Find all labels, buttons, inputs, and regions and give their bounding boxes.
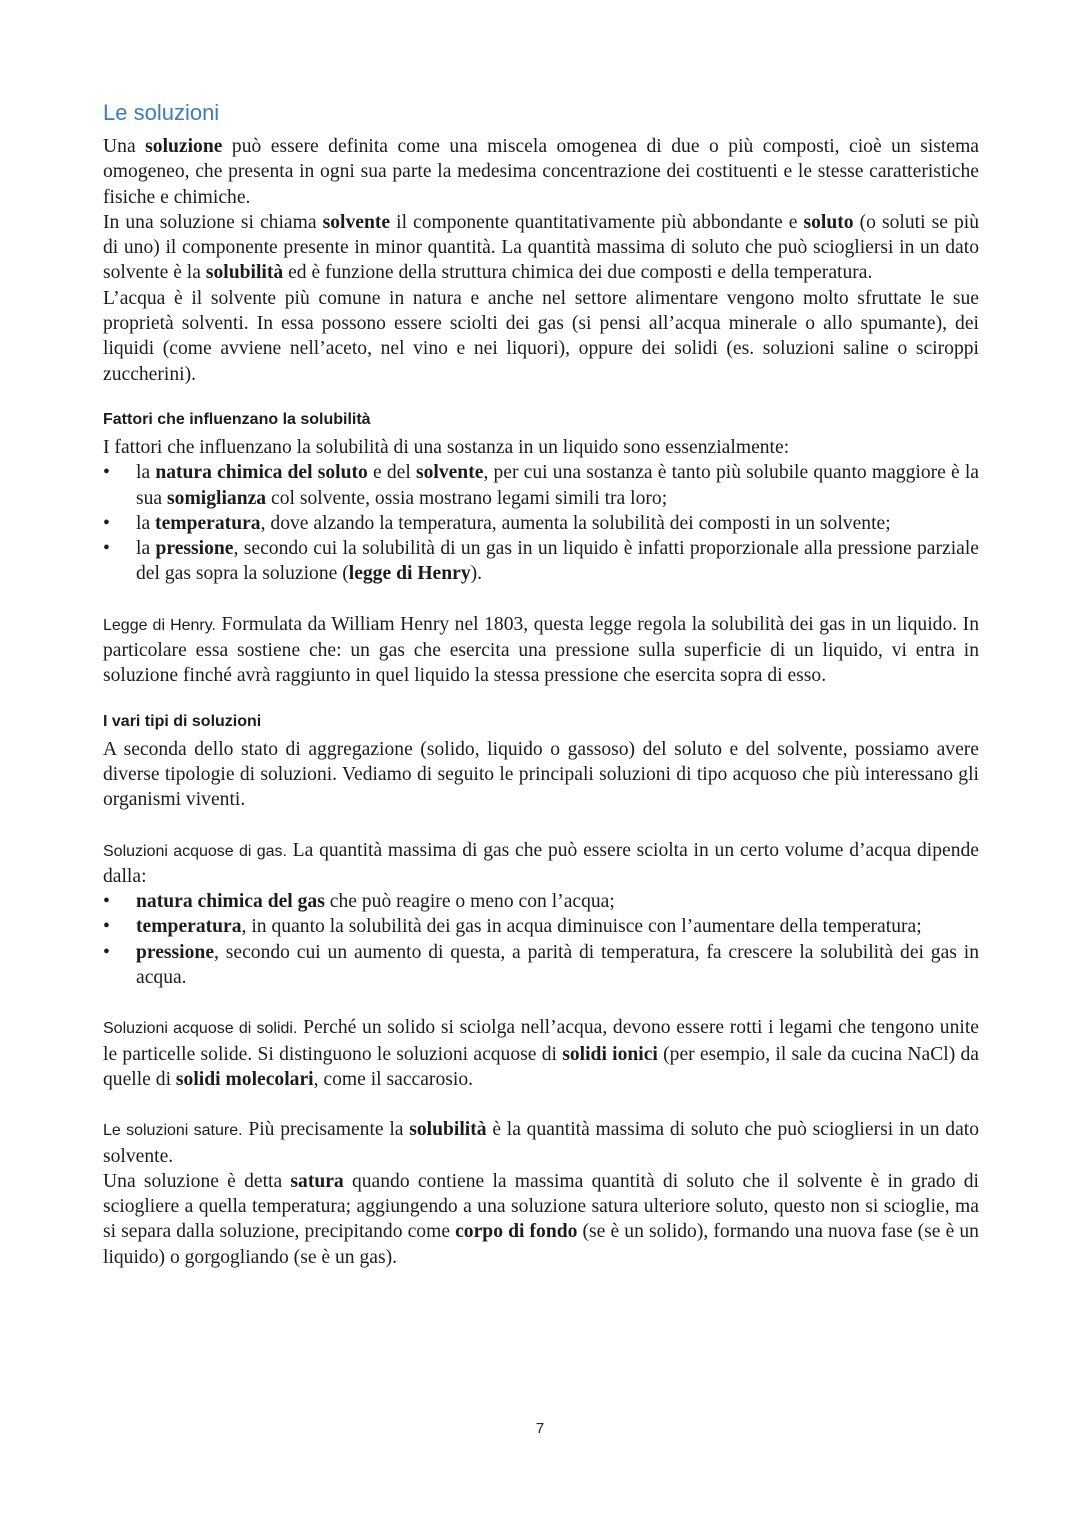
paragraph [103,435,979,460]
bold-term: natura chimica del soluto [155,462,368,484]
text-run: , in quanto la solubilità dei gas in acqua diminuisce con l’aumentare della temperatura; [241,916,922,938]
bullet-icon: • [103,512,110,534]
page-number: 7 [535,1420,545,1437]
bold-term: natura chimica del gas [136,891,325,913]
paragraph [103,1117,979,1169]
list-item [103,511,979,536]
bullet-icon: • [103,941,110,963]
text-run: ). [470,563,483,585]
text-run: Formulata da William Henry nel 1803, questa legge regola la solubilità dei gas in un liquido. In particolare essa sostiene che: un gas che esercita una pressione sulla superficie di un liquido, vi entra in soluzione finché avrà raggiunto in quel liquido la stessa pressione che esercita sopra di esso. [103,613,979,687]
text-run: I fattori che influenzano la solubilità di una sostanza in un liquido sono essenzialmente: [103,436,790,458]
document-page [103,98,979,1270]
paragraph [103,134,979,210]
text-run: (per esempio, il sale da cucina NaCl) da quelle di [103,1043,980,1090]
bullet-icon: • [103,538,110,560]
list-item [103,889,979,914]
text-run: Una [103,136,146,157]
paragraph [103,737,979,813]
subsection-title: I vari tipi di soluzioni [103,712,262,730]
bold-term: solvente [322,211,391,233]
text-run: Perché un solido si sciolga nell’acqua, devono essere rotti i legami che tengono unite le particelle solide. Si distinguono le soluzioni acquose di [103,1017,979,1065]
text-run: La quantità massima di gas che può essere sciolta in un certo volume d’acqua dipende dalla: [103,839,979,887]
text-run: quando contiene la massima quantità di soluto che il solvente è in grado di sciogliere a quella temperatura; aggiungendo a una soluzione satura ulteriore soluto, questo non si scioglie, ma si separa dalla soluzione, precipitando come [103,1170,979,1243]
text-run: L’acqua è il solvente più comune in natura e anche nel settore alimentare vengono molto sfruttate le sue proprietà solventi. In essa possono essere sciolti dei gas (si pensi all’acqua minerale o allo spumante), dei liquidi (come avviene nell’aceto, nel vino e nei liquori), oppure dei solidi (es. soluzioni saline o sciroppi zuccherini). [103,287,979,385]
text-run: (se è un solido), formando una nuova fase (se è un liquido) o gorgogliando (se è un gas). [103,1221,979,1268]
bold-term: solubilità [409,1119,487,1141]
text-run: , secondo cui la solubilità di un gas in un liquido è infatti proporzionale alla pressione parziale del gas sopra la soluzione ( [136,538,979,585]
text-run: la [136,538,156,560]
text-run: , dove alzando la temperatura, aumenta la solubilità dei composti in un solvente; [260,512,891,534]
bold-term: solvente [415,462,484,484]
bold-term: pressione [155,538,234,560]
text-run: Una soluzione è detta [103,1170,291,1192]
text-run: la [136,462,156,484]
bullet-icon: • [103,916,110,938]
list-item [103,536,979,587]
text-run: ed è funzione della struttura chimica dei due composti e della temperatura. [283,262,873,284]
bold-term: legge di Henry [348,563,471,585]
run-in-label: Legge di Henry. [103,616,217,634]
text-run: Più precisamente la [242,1119,410,1141]
text-run: , come il saccarosio. [313,1068,474,1090]
bold-term: somiglianza [167,487,267,509]
bullet-list [103,889,979,990]
bold-term: satura [290,1170,344,1192]
bold-term: soluto [803,211,854,233]
paragraph [103,286,979,387]
text-run: , secondo cui un aumento di questa, a parità di temperatura, fa crescere la solubilità dei gas in acqua. [136,941,979,989]
bold-term: pressione [136,941,215,963]
run-in-label: Soluzioni acquose di gas. [103,842,287,860]
list-item [103,940,979,991]
subsection-title: Fattori che influenzano la solubilità [103,410,371,428]
text-run: il componente quantitativamente più abbondante e [390,211,804,233]
text-run: può essere definita come una miscela omogenea di due o più composti, cioè un sistema omogeneo, che presenta in ogni sua parte la medesima concentrazione dei costituenti e le stesse caratteristiche fisiche e chimiche. [103,136,980,208]
text-run: (o soluti se più di uno) il componente presente in minor quantità. La quantità massima di soluto che può sciogliersi in un dato solvente è la [103,211,980,284]
run-in-label: Soluzioni acquose di solidi. [103,1020,298,1038]
bullet-icon: • [103,891,110,913]
bold-term: solidi molecolari [175,1068,314,1090]
paragraph [103,1015,979,1092]
section-title: Le soluzioni [103,100,220,125]
run-in-label: Le soluzioni sature. [103,1122,243,1140]
bold-term: temperatura [155,512,261,534]
text-run: che può reagire o meno con l’acqua; [324,891,615,913]
text-run: e del [367,462,416,484]
list-item [103,460,979,511]
paragraph [103,1169,979,1270]
bullet-list [103,460,979,586]
bold-term: soluzione [145,136,223,157]
paragraph [103,210,979,286]
paragraph [103,838,979,890]
text-run: , per cui una sostanza è tanto più solubile quanto maggiore è la sua [136,462,979,509]
text-run: la [136,512,156,534]
text-run: In una soluzione si chiama [103,211,323,233]
text-run: col solvente, ossia mostrano legami simili tra loro; [266,487,668,509]
bold-term: temperatura [136,916,242,938]
bold-term: solubilità [205,262,284,284]
paragraph [103,612,979,689]
bold-term: corpo di fondo [455,1221,578,1243]
bullet-icon: • [103,462,110,484]
bold-term: solidi ionici [562,1043,658,1065]
list-item [103,914,979,939]
text-run: A seconda dello stato di aggregazione (solido, liquido o gassoso) del soluto e del solvente, possiamo avere diverse tipologie di soluzioni. Vediamo di seguito le principali soluzioni di tipo acquoso che più interessano gli organismi viventi. [103,738,979,811]
text-run: è la quantità massima di soluto che può sciogliersi in un dato solvente. [103,1119,980,1167]
